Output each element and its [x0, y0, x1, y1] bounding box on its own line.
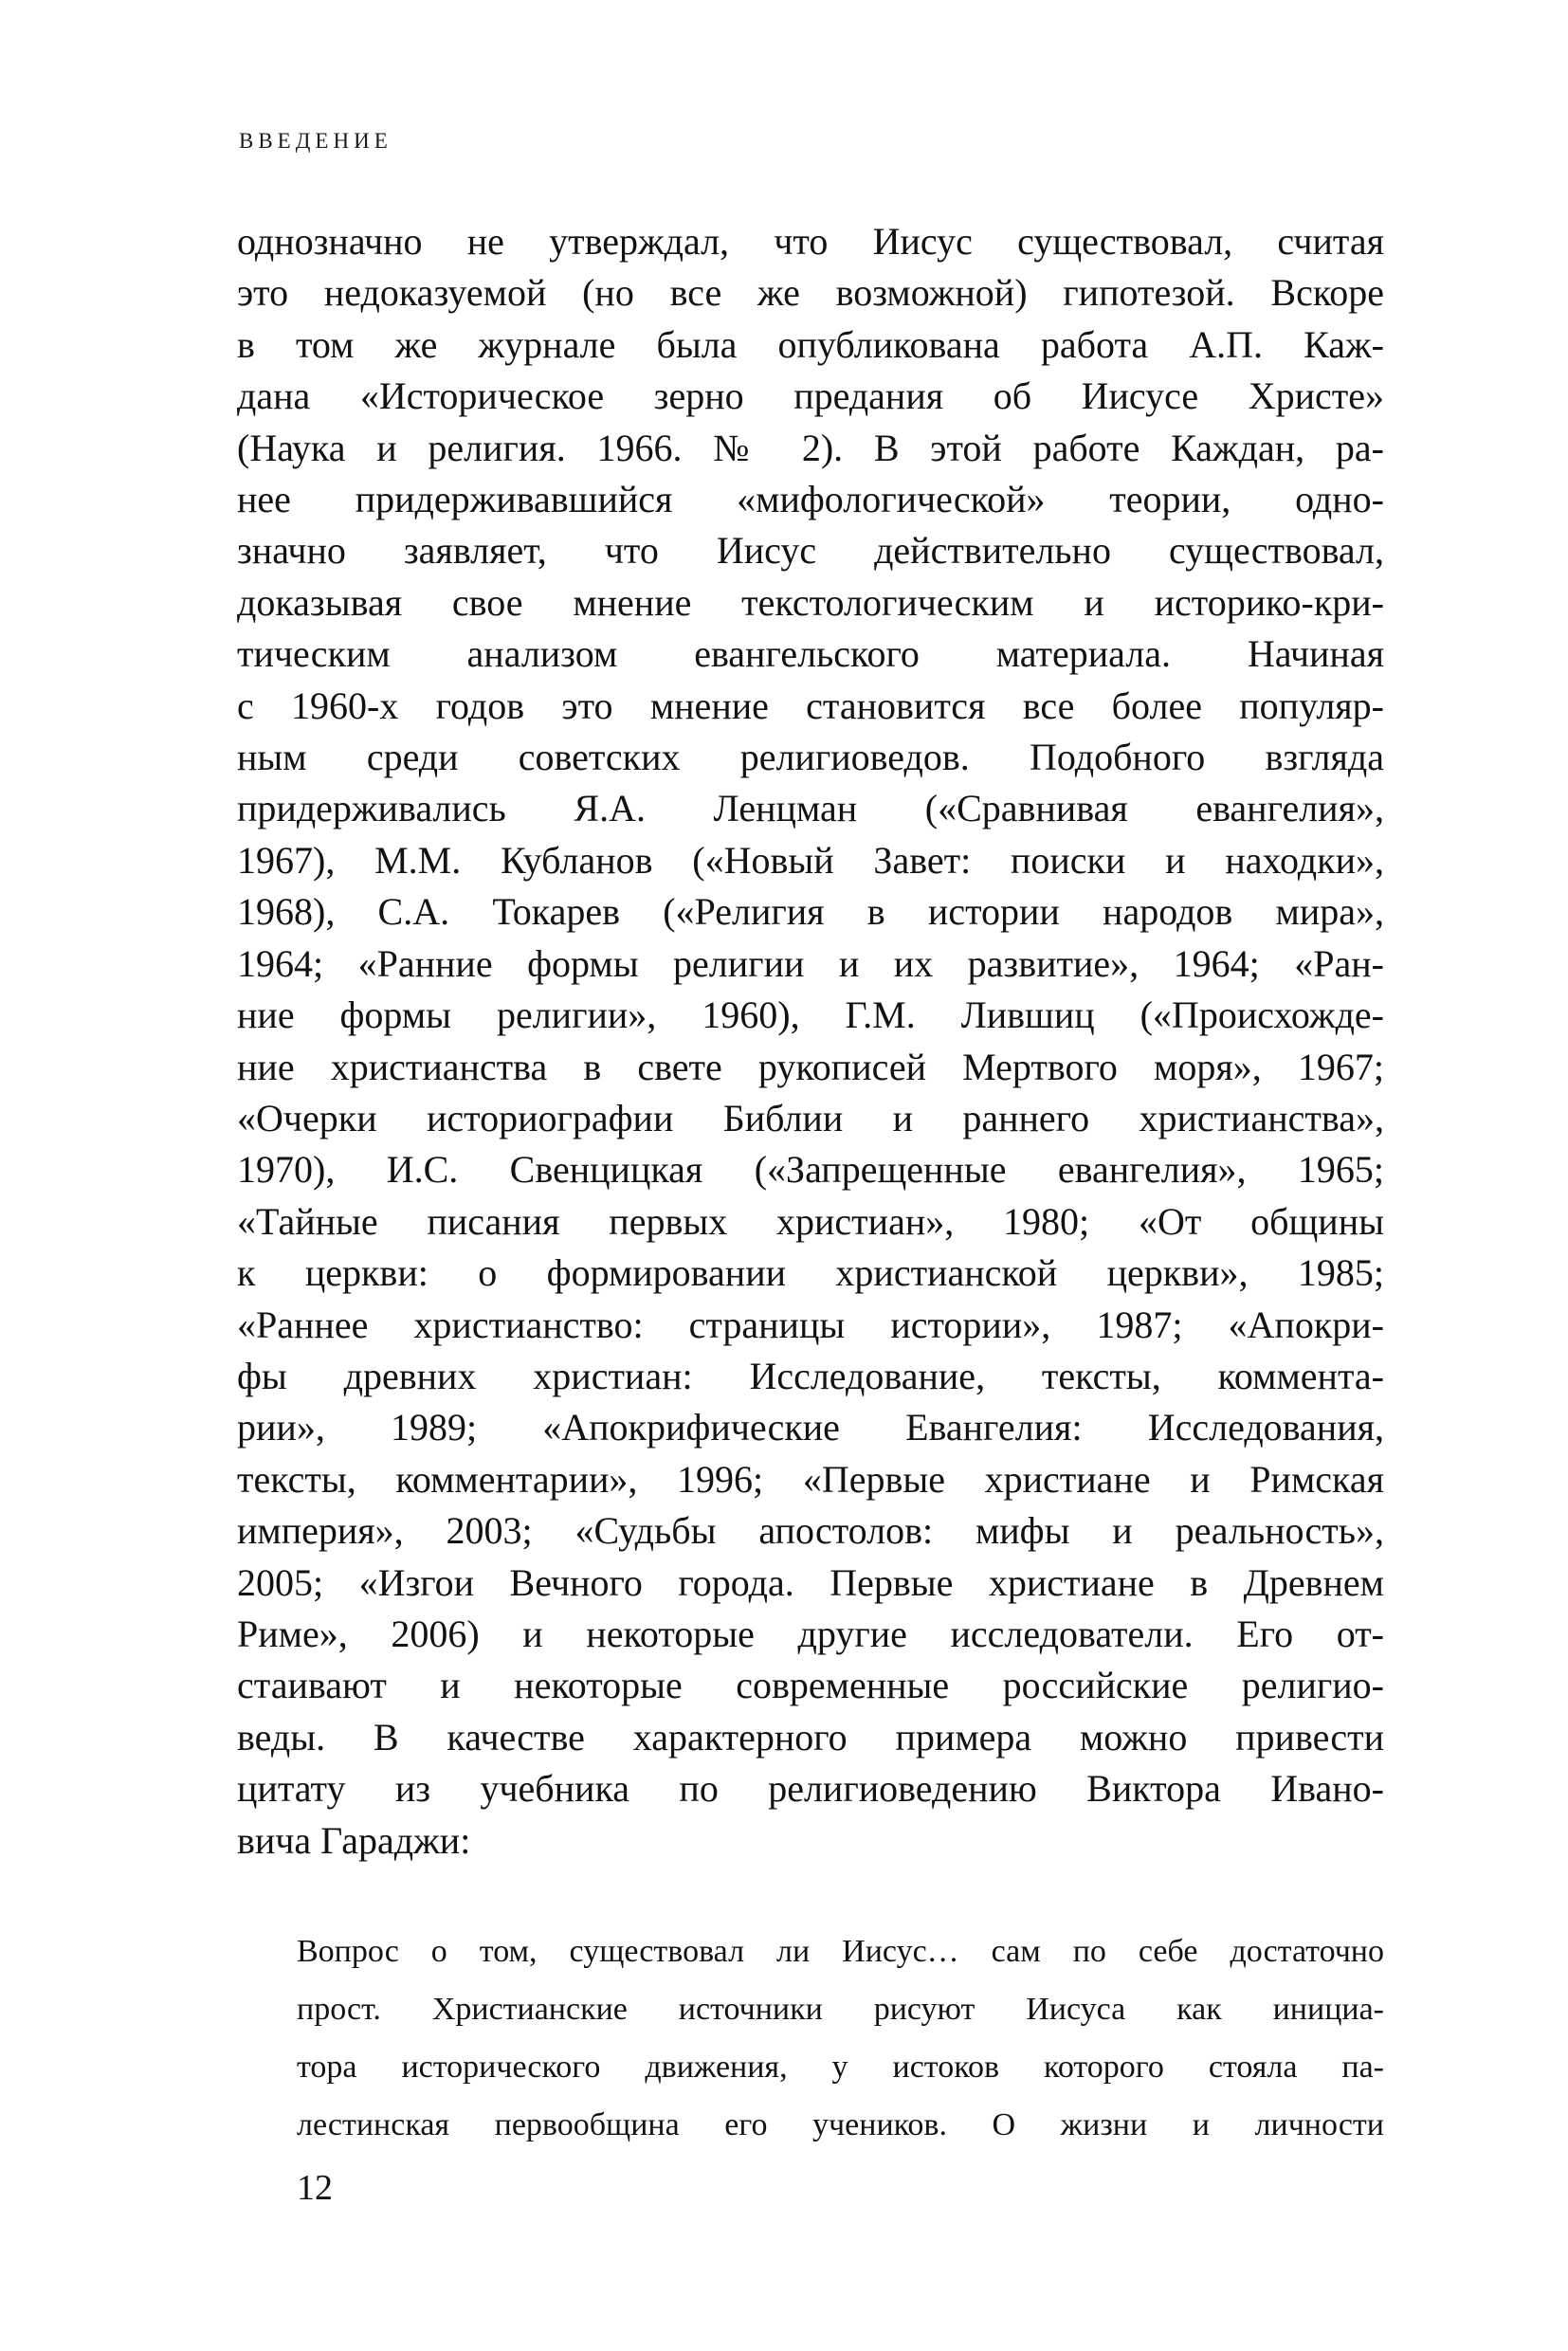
body-line: 2005; «Изгои Вечного города. Первые христиане в Древнем: [237, 1560, 1384, 1604]
quote-line: Вопрос о том, существовал ли Иисус… сам по себе достаточно: [297, 1934, 1384, 1969]
body-line: доказывая свое мнение текстологическим и историко-кри-: [237, 580, 1384, 624]
body-line: Риме», 2006) и некоторые другие исследователи. Его от-: [237, 1612, 1384, 1655]
body-line: «Раннее христианство: страницы истории», 1987; «Апокри-: [237, 1303, 1384, 1346]
body-line: «Тайные писания первых христиан», 1980; «От общины: [237, 1199, 1384, 1243]
body-line: в том же журнале была опубликована работа А.П. Каж-: [237, 322, 1384, 366]
body-line: фы древних христиан: Исследование, тексты, коммента-: [237, 1354, 1384, 1397]
body-line: ным среди советских религиоведов. Подобного взгляда: [237, 736, 1384, 779]
body-line: стаивают и некоторые современные российские религио-: [237, 1664, 1384, 1707]
body-line: нее придерживавшийся «мифологической» теории, одно-: [237, 478, 1384, 521]
body-line: 1964; «Ранние формы религии и их развитие», 1964; «Ран-: [237, 941, 1384, 985]
body-line: вича Гараджи:: [237, 1818, 471, 1862]
body-text: [237, 216, 1384, 1867]
body-line: 1970), И.С. Свенцицкая («Запрещенные евангелия», 1965;: [237, 1148, 1384, 1192]
body-line: империя», 2003; «Судьбы апостолов: мифы и реальность»,: [237, 1509, 1384, 1553]
body-line: «Очерки историографии Библии и раннего христианства»,: [237, 1096, 1384, 1139]
body-line: к церкви: о формировании христианской церкви», 1985;: [237, 1251, 1384, 1295]
body-line: ние формы религии», 1960), Г.М. Лившиц («Происхожде-: [237, 993, 1384, 1037]
page-number: 12: [297, 2168, 333, 2208]
quote-line: прост. Христианские источники рисуют Иисуса как инициа-: [297, 1992, 1384, 2027]
body-line: это недоказуемой (но все же возможной) гипотезой. Вскоре: [237, 271, 1384, 315]
body-line: значно заявляет, что Иисус действительно существовал,: [237, 529, 1384, 573]
quote-line: лестинская первообщина его учеников. О жизни и личности: [297, 2107, 1384, 2142]
quote-line: тора исторического движения, у истоков которого стояла па-: [297, 2050, 1384, 2085]
block-quote: [297, 1923, 1384, 2154]
body-line: цитату из учебника по религиоведению Виктора Ивано-: [237, 1767, 1384, 1811]
body-line: с 1960-х годов это мнение становится все более популяр-: [237, 683, 1384, 727]
body-line: однозначно не утверждал, что Иисус существовал, считая: [237, 220, 1384, 263]
body-line: веды. В качестве характерного примера можно привести: [237, 1715, 1384, 1759]
body-line: ние христианства в свете рукописей Мертвого моря», 1967;: [237, 1045, 1384, 1088]
body-line: тексты, комментарии», 1996; «Первые христиане и Римская: [237, 1457, 1384, 1501]
body-line: (Наука и религия. 1966. № 2). В этой работе Каждан, ра-: [237, 426, 1384, 469]
body-line: тическим анализом евангельского материала. Начиная: [237, 632, 1384, 676]
body-line: рии», 1989; «Апокрифические Евангелия: Исследования,: [237, 1406, 1384, 1449]
body-line: дана «Историческое зерно предания об Иисусе Христе»: [237, 374, 1384, 418]
running-head: ВВЕДЕНИЕ: [239, 129, 392, 153]
body-line: придерживались Я.А. Ленцман («Сравнивая евангелия»,: [237, 787, 1384, 830]
body-line: 1968), С.А. Токарев («Религия в истории народов мира»,: [237, 890, 1384, 934]
body-line: 1967), М.М. Кубланов («Новый Завет: поиски и находки»,: [237, 838, 1384, 882]
